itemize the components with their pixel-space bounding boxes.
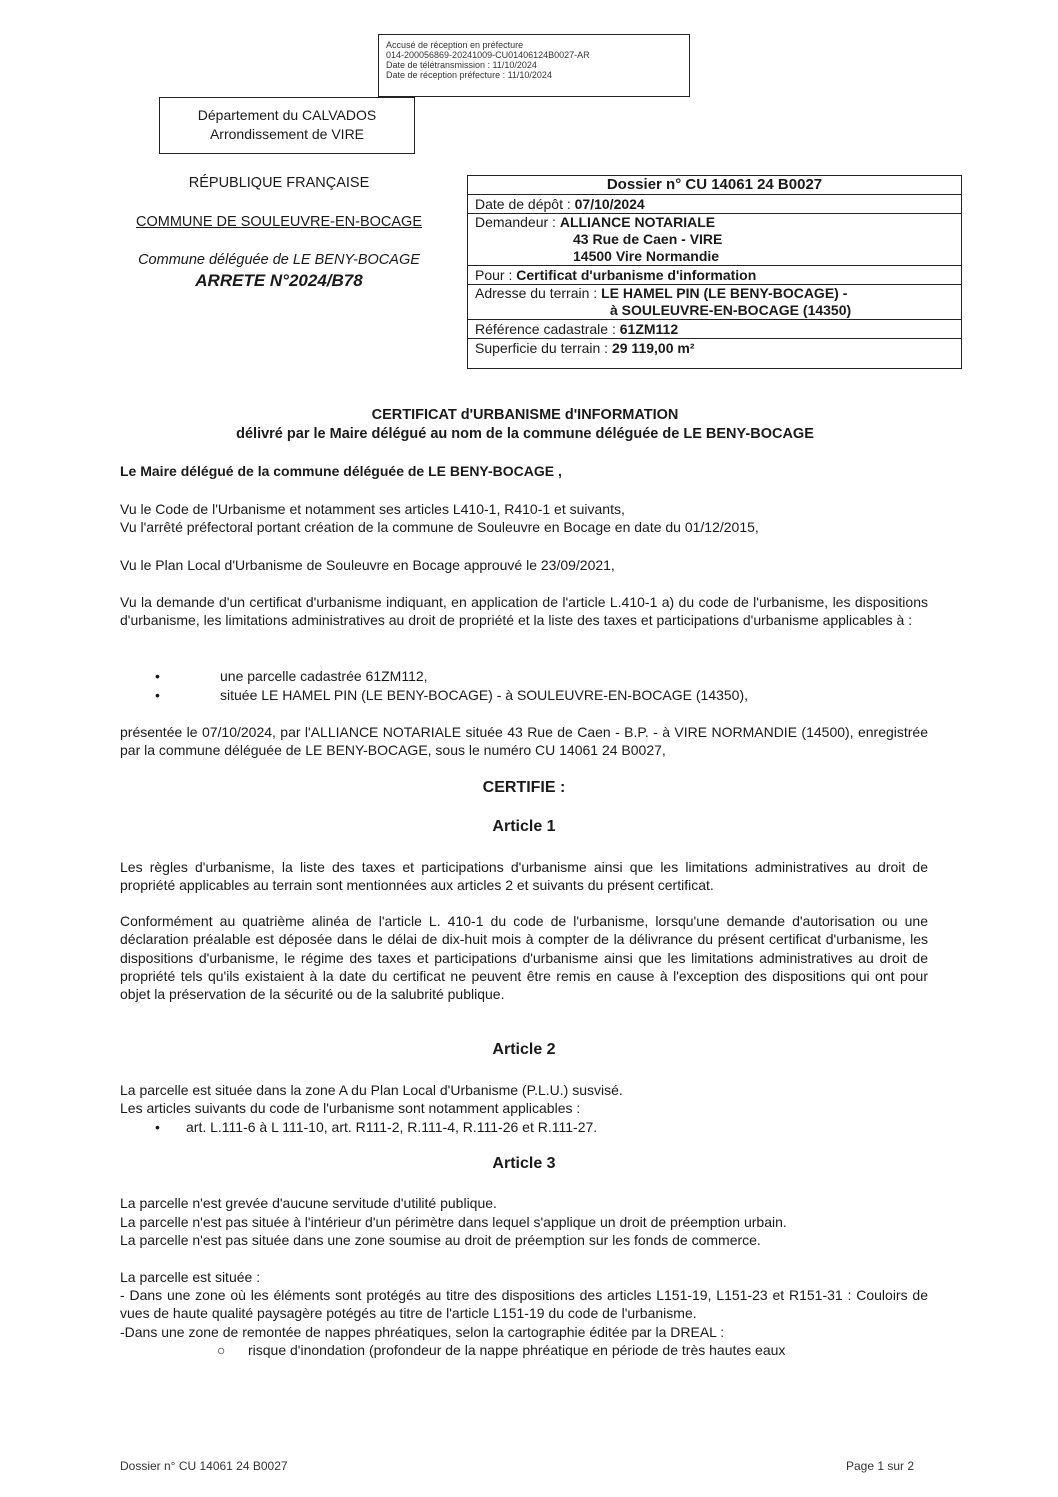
dossier-depot-row [468, 195, 961, 214]
article-1-paragraph-2: Conformément au quatrième alinéa de l'article L. 410-1 du code de l'urbanisme, lorsqu'une demande d'autorisation ou une déclaration préalable est déposée dans le délai de dix-huit mois à compter de la délivrance du présent certificat d'urbanisme, les dispositions d'urbanisme, le régime des taxes et participations d'urbanisme ainsi que les limitations administratives au droit de propriété tels qu'ils existaient à la date du certificat ne peuvent être remis en cause à l'exception des dispositions qui ont pour objet la préservation de la sécurité ou de la salubrité publique. [120, 913, 928, 1003]
dossier-box [467, 175, 962, 369]
department-box [159, 97, 415, 154]
adresse-label: Adresse du terrain : [475, 285, 602, 301]
article-3-line-5: - Dans une zone où les éléments sont protégés au titre des dispositions des articles L151-19, L151-23 et R151-31 : Couloirs de vues de haute qualité paysagère potégés au titre de l'article L151-19 du code de l'urbanisme. [120, 1287, 928, 1322]
list-item: située LE HAMEL PIN (LE BENY-BOCAGE) - à SOULEUVRE-EN-BOCAGE (14350), [220, 687, 749, 703]
footer-page-number: Page 1 sur 2 [846, 1459, 915, 1473]
pour-value: Certificat d'urbanisme d'information [516, 267, 757, 283]
prefecture-stamp [378, 34, 690, 97]
article-2-line-2: Les articles suivants du code de l'urbanisme sont notamment applicables : [120, 1100, 581, 1116]
commune-label: COMMUNE DE SOULEUVRE-EN-BOCAGE [135, 214, 422, 230]
dossier-adresse-row [468, 285, 961, 320]
stamp-line: Date de réception préfecture : 11/10/2024 [386, 70, 552, 80]
article-3-title: Article 3 [492, 1155, 556, 1172]
article-2-bullet: art. L.111-6 à L 111-10, art. R111-2, R.111-4, R.111-26 et R.111-27. [186, 1119, 598, 1135]
stamp-line: 014-200056869-20241009-CU01406124B0027-AR [386, 50, 590, 60]
bullet-dot: • [155, 1119, 160, 1135]
vu-code-urbanisme: Vu le Code de l'Urbanisme et notamment ses articles L410-1, R410-1 et suivants, [120, 501, 625, 517]
vu-plu: Vu le Plan Local d'Urbanisme de Souleuvre en Bocage approuvé le 23/09/2021, [120, 557, 615, 573]
article-3-sub-item: risque d'inondation (profondeur de la nappe phréatique en période de très hautes eaux [248, 1342, 786, 1358]
article-3-line-1: La parcelle n'est grevée d'aucune servitude d'utilité publique. [120, 1195, 497, 1211]
article-3-line-6: -Dans une zone de remontée de nappes phréatiques, selon la cartographie éditée par la DREAL : [120, 1324, 725, 1340]
bullet-dot: • [155, 668, 160, 684]
article-1-title: Article 1 [492, 818, 556, 835]
article-1-paragraph-1: Les règles d'urbanisme, la liste des taxes et participations d'urbanisme ainsi que les limitations administratives au droit de propriété applicables au terrain sont mentionnées aux articles 2 et suivants du présent certificat. [120, 859, 928, 894]
dossier-pour-row [468, 266, 961, 285]
article-2-title: Article 2 [492, 1041, 556, 1058]
dossier-title: Dossier n° CU 14061 24 B0027 [468, 176, 961, 195]
arrete-number: ARRETE N°2024/B78 [195, 271, 363, 290]
adresse-value-2: à SOULEUVRE-EN-BOCAGE (14350) [610, 302, 852, 318]
department-line: Département du CALVADOS [197, 107, 377, 123]
demandeur-label: Demandeur : [475, 214, 560, 230]
document-title: CERTIFICAT d'URBANISME d'INFORMATION [371, 407, 679, 423]
vu-arrete-prefectoral: Vu l'arrêté préfectoral portant création de la commune de Souleuvre en Bocage en date du 01/12/2015, [120, 519, 759, 536]
article-3-line-4: La parcelle est située : [120, 1269, 261, 1285]
pour-label: Pour : [475, 267, 517, 283]
article-3-line-2: La parcelle n'est pas située à l'intérieur d'un périmètre dans lequel s'applique un droit de préemption urbain. [120, 1214, 787, 1230]
arrondissement-line: Arrondissement de VIRE [209, 126, 365, 142]
presentee-paragraph: présentée le 07/10/2024, par l'ALLIANCE NOTARIALE située 43 Rue de Caen - B.P. - à VIRE NORMANDIE (14500), enregistrée par la commune déléguée de LE BENY-BOCAGE, sous le numéro CU 14061 24 B0027, [120, 724, 928, 759]
document-subtitle: délivré par le Maire délégué au nom de la commune déléguée de LE BENY-BOCAGE [236, 426, 814, 442]
depot-value: 07/10/2024 [574, 196, 645, 212]
article-3-line-3: La parcelle n'est pas située dans une zone soumise au droit de préemption sur les fonds de commerce. [120, 1232, 761, 1248]
vu-block-1 [120, 500, 928, 537]
stamp-line: Accusé de réception en préfecture [386, 40, 524, 50]
dossier-superficie-row [468, 339, 961, 357]
bullet-dot: • [155, 687, 160, 703]
dossier-demandeur-row [468, 214, 961, 266]
delegated-commune-label: Commune déléguée de LE BENY-BOCAGE [138, 252, 420, 268]
demandeur-name: ALLIANCE NOTARIALE [559, 214, 716, 230]
certifie-heading: CERTIFIE : [482, 779, 566, 796]
superficie-value: 29 119,00 m² [611, 340, 695, 356]
maire-line: Le Maire délégué de la commune déléguée de LE BENY-BOCAGE , [120, 463, 562, 479]
sub-bullet-circle: ○ [217, 1342, 226, 1358]
list-item: une parcelle cadastrée 61ZM112, [220, 668, 428, 684]
vu-demande: Vu la demande d'un certificat d'urbanisme indiquant, en application de l'article L.410-1 a) du code de l'urbanisme, les dispositions d'urbanisme, les limitations administratives au droit de propriété et la liste des taxes et participations d'urbanisme applicables à : [120, 594, 928, 629]
stamp-line: Date de télétransmission : 11/10/2024 [386, 60, 537, 70]
reference-value: 61ZM112 [619, 321, 679, 337]
superficie-label: Superficie du terrain : [475, 340, 612, 356]
article-2-line-1: La parcelle est située dans la zone A du Plan Local d'Urbanisme (P.L.U.) susvisé. [120, 1082, 623, 1098]
reference-label: Référence cadastrale : [475, 321, 620, 337]
depot-label: Date de dépôt : [475, 196, 575, 212]
republic-label: RÉPUBLIQUE FRANÇAISE [188, 175, 370, 191]
dossier-reference-row [468, 320, 961, 339]
demandeur-address-2: 14500 Vire Normandie [573, 248, 720, 264]
adresse-value-1: LE HAMEL PIN (LE BENY-BOCAGE) - [601, 285, 848, 301]
footer-dossier: Dossier n° CU 14061 24 B0027 [120, 1459, 288, 1473]
demandeur-address-1: 43 Rue de Caen - VIRE [573, 231, 723, 247]
